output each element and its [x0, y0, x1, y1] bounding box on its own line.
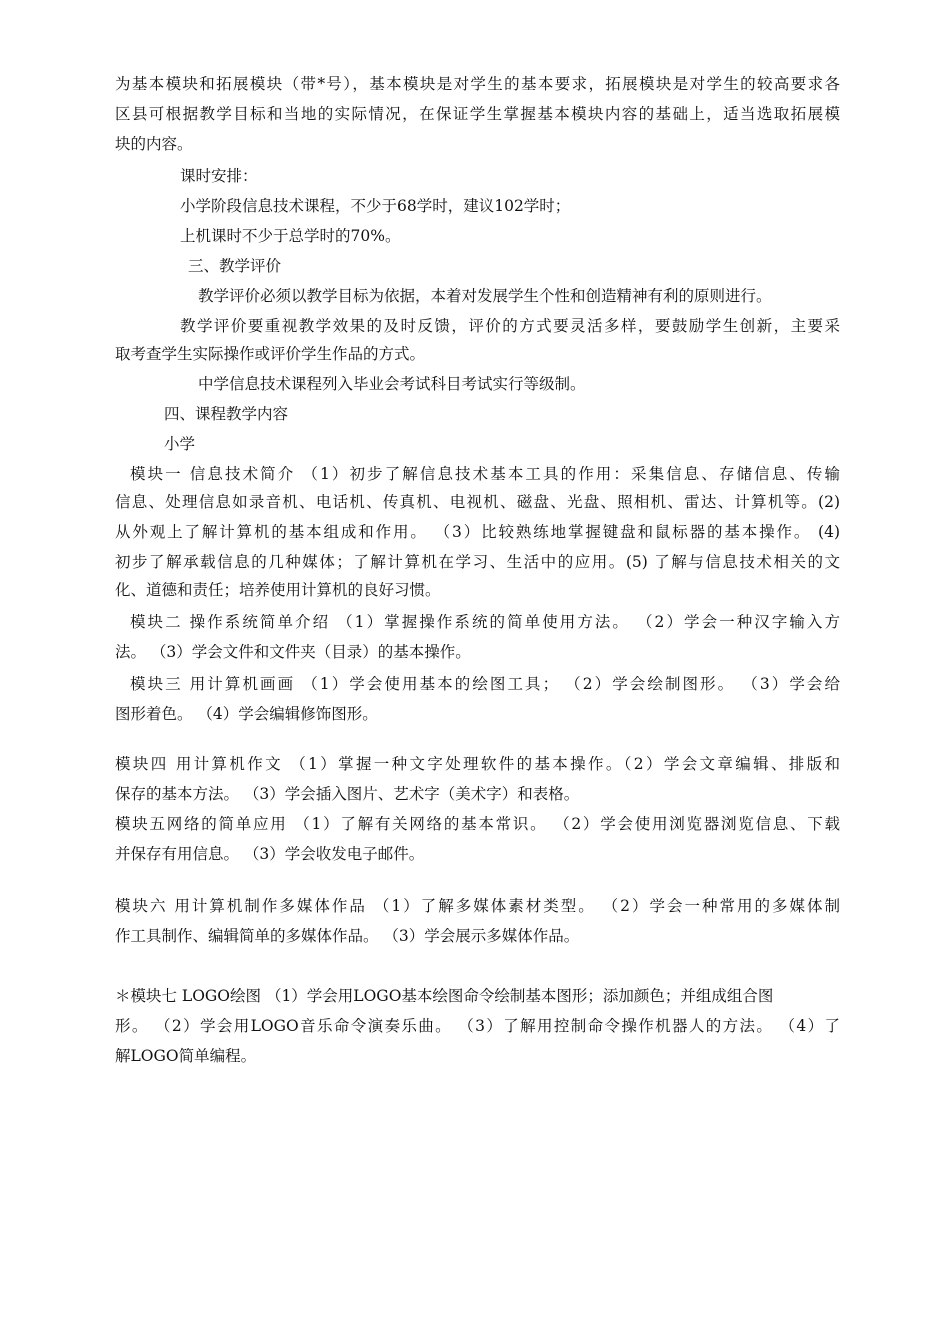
module-3-line-2: 图形着色。 （4）学会编辑修饰图形。 [115, 705, 378, 723]
evaluation-paragraph-2-line-2: 取考查学生实际操作或评价学生作品的方式。 [115, 345, 426, 363]
schedule-primary: 小学阶段信息技术课程，不少于68学时，建议102学时； [180, 197, 571, 215]
intro-line-2: 区县可根据教学目标和当地的实际情况，在保证学生掌握基本模块内容的基础上，适当选取拓展模 [115, 105, 840, 123]
module-4-line-1: 模块四 用计算机作文 （1）掌握一种文字处理软件的基本操作。（2）学会文章编辑、排版和 [115, 755, 840, 773]
module-1-line-2: 信息、处理信息如录音机、电话机、传真机、电视机、磁盘、光盘、照相机、雷达、计算机等。(2) [115, 493, 840, 511]
schedule-lab: 上机课时不少于总学时的70%。 [180, 227, 401, 245]
evaluation-heading: 三、教学评价 [188, 257, 282, 275]
evaluation-paragraph-2-line-1: 教学评价要重视教学效果的及时反馈，评价的方式要灵活多样，要鼓励学生创新，主要采 [180, 317, 840, 335]
intro-line-3: 块的内容。 [115, 135, 193, 153]
intro-line-1: 为基本模块和拓展模块（带*号），基本模块是对学生的基本要求，拓展模块是对学生的较高要求各 [115, 75, 840, 93]
module-1-line-5: 化、道德和责任；培养使用计算机的良好习惯。 [115, 581, 441, 599]
module-1-line-4: 初步了解承载信息的几种媒体；了解计算机在学习、生活中的应用。(5) 了解与信息技术相关的文 [115, 553, 840, 571]
module-7-line-2: 形。 （2）学会用LOGO音乐命令演奏乐曲。 （3）了解用控制命令操作机器人的方法。 （4）了 [115, 1017, 840, 1035]
content-subheading: 小学 [164, 435, 196, 453]
module-3-line-1: 模块三 用计算机画画 （1）学会使用基本的绘图工具； （2）学会绘制图形。 （3）学会给 [130, 675, 840, 693]
module-4-line-2: 保存的基本方法。 （3）学会插入图片、艺术字（美术字）和表格。 [115, 785, 580, 803]
content-heading: 四、课程教学内容 [164, 405, 289, 423]
module-5-line-1: 模块五网络的简单应用 （1）了解有关网络的基本常识。 （2）学会使用浏览器浏览信息、下载 [115, 815, 840, 833]
module-2-line-1: 模块二 操作系统简单介绍 （1）掌握操作系统的简单使用方法。 （2）学会一种汉字输入方 [130, 613, 840, 631]
module-1-line-3: 从外观上了解计算机的基本组成和作用。 （3）比较熟练地掌握键盘和鼠标器的基本操作。 (4) [115, 523, 840, 541]
module-2-line-2: 法。 （3）学会文件和文件夹（目录）的基本操作。 [115, 643, 471, 661]
schedule-heading: 课时安排： [180, 167, 258, 185]
evaluation-paragraph-3: 中学信息技术课程列入毕业会考试科目考试实行等级制。 [198, 375, 586, 393]
module-6-line-2: 作工具制作、编辑简单的多媒体作品。 （3）学会展示多媒体作品。 [115, 927, 580, 945]
evaluation-paragraph-1: 教学评价必须以教学目标为依据，本着对发展学生个性和创造精神有利的原则进行。 [198, 287, 772, 305]
module-6-line-1: 模块六 用计算机制作多媒体作品 （1）了解多媒体素材类型。 （2）学会一种常用的多媒体制 [115, 897, 840, 915]
module-5-line-2: 并保存有用信息。 （3）学会收发电子邮件。 [115, 845, 425, 863]
module-7-line-3: 解LOGO简单编程。 [115, 1047, 257, 1065]
module-7-line-1: ＊模块七 LOGO绘图 （1）学会用LOGO基本绘图命令绘制基本图形；添加颜色；并组成组合图 [115, 987, 774, 1005]
module-1-line-1: 模块一 信息技术简介 （1）初步了解信息技术基本工具的作用：采集信息、存储信息、传输 [130, 465, 840, 483]
